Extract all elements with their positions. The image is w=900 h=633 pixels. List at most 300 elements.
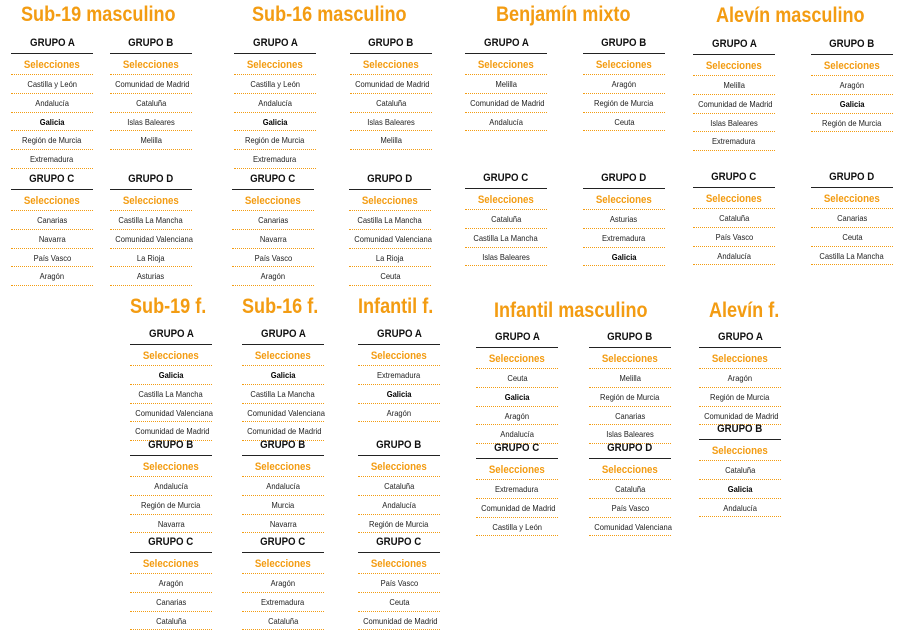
group-table-sub-19-masculino-grupo-c <box>11 172 93 286</box>
group-header <box>350 36 432 54</box>
selecciones-subheader <box>465 57 547 75</box>
group-table-infantil-f-grupo-c <box>358 535 440 630</box>
team-row <box>232 268 314 286</box>
team-row <box>589 389 671 407</box>
team-row <box>349 231 431 249</box>
team-name: Navarra <box>269 518 297 529</box>
team-row <box>476 389 558 407</box>
competition-title-benjamin-mixto: Benjamín mixto <box>496 3 631 26</box>
selecciones-subheader <box>349 193 431 211</box>
team-row <box>811 96 893 114</box>
team-row <box>350 114 432 132</box>
group-name: GRUPO C <box>376 536 422 548</box>
team-name: Región de Murcia <box>245 135 305 146</box>
group-name: GRUPO A <box>252 37 298 49</box>
group-name: GRUPO D <box>607 442 653 454</box>
team-name: País Vasco <box>611 502 649 513</box>
selecciones-subheader <box>242 348 324 366</box>
competition-title-sub-16-f: Sub-16 f. <box>242 295 319 318</box>
team-name: Navarra <box>38 233 66 244</box>
team-name: Melilla <box>619 373 641 383</box>
selecciones-label: Selecciones <box>255 461 311 473</box>
team-name: Extremadura <box>602 232 646 243</box>
team-row <box>811 210 893 228</box>
team-name: Comunidad de Madrid <box>363 615 438 626</box>
group-header <box>465 171 547 189</box>
team-name: Comunidad de Madrid <box>355 79 430 89</box>
selecciones-label: Selecciones <box>596 194 652 206</box>
team-row <box>583 249 665 267</box>
team-row <box>693 96 775 114</box>
team-name: Canarias <box>36 215 68 225</box>
team-name: Extremadura <box>712 136 756 147</box>
selecciones-subheader <box>130 556 212 574</box>
group-table-sub-19-f-grupo-a <box>130 327 212 441</box>
team-row <box>242 386 324 404</box>
group-header <box>583 36 665 54</box>
team-name: Castilla y León <box>250 79 300 89</box>
team-row <box>358 594 440 612</box>
team-row <box>11 76 93 94</box>
selecciones-label: Selecciones <box>602 353 658 365</box>
team-row <box>693 115 775 133</box>
team-name: Islas Baleares <box>127 116 175 127</box>
selecciones-subheader <box>350 57 432 75</box>
team-name: Canarias <box>257 215 289 225</box>
selecciones-subheader <box>476 351 558 369</box>
group-name: GRUPO A <box>494 331 540 343</box>
team-name: Extremadura <box>261 596 305 607</box>
team-name: Comunidad Valenciana <box>115 233 193 244</box>
group-name: GRUPO B <box>376 439 422 451</box>
team-row <box>110 76 192 94</box>
team-row <box>349 212 431 230</box>
competition-title-sub-19-f: Sub-19 f. <box>130 295 207 318</box>
team-name: Cataluña <box>724 465 756 475</box>
team-row <box>130 516 212 534</box>
team-row <box>130 497 212 515</box>
group-table-sub-16-f-grupo-c <box>242 535 324 630</box>
team-name: Cataluña <box>614 484 646 494</box>
team-name: Melilla <box>140 135 162 146</box>
team-row <box>130 478 212 496</box>
team-name: Castilla La Mancha <box>473 232 539 243</box>
team-name: Castilla La Mancha <box>250 388 316 399</box>
team-row <box>693 248 775 266</box>
team-name: Navarra <box>157 518 185 529</box>
selecciones-label: Selecciones <box>478 194 534 206</box>
team-row <box>811 229 893 247</box>
team-name: Andalucía <box>258 97 292 108</box>
team-row <box>589 500 671 518</box>
team-row <box>11 132 93 150</box>
team-name: Asturias <box>610 214 638 224</box>
team-row <box>232 231 314 249</box>
group-table-sub-16-masculino-grupo-a <box>234 36 316 169</box>
team-name: Cataluña <box>267 615 299 626</box>
team-name: Región de Murcia <box>594 97 654 108</box>
team-row <box>358 478 440 496</box>
team-name: Comunidad de Madrid <box>247 426 322 437</box>
team-name: Cataluña <box>718 213 750 223</box>
group-table-sub-16-f-grupo-b <box>242 438 324 533</box>
selecciones-subheader <box>589 351 671 369</box>
team-name: Galicia <box>504 391 530 402</box>
team-row <box>358 405 440 423</box>
team-row <box>110 114 192 132</box>
team-row <box>350 132 432 150</box>
team-name: Cataluña <box>383 481 415 491</box>
group-header <box>11 172 93 190</box>
group-name: GRUPO B <box>717 423 763 435</box>
group-header <box>130 535 212 553</box>
group-header <box>358 438 440 456</box>
competition-title-infantil-f: Infantil f. <box>358 295 434 318</box>
team-name: Aragón <box>727 373 753 383</box>
team-row <box>699 370 781 388</box>
selecciones-label: Selecciones <box>489 353 545 365</box>
team-name: Castilla La Mancha <box>118 215 184 225</box>
team-row <box>110 231 192 249</box>
group-header <box>358 535 440 553</box>
selecciones-label: Selecciones <box>123 195 179 207</box>
team-row <box>242 497 324 515</box>
team-name: Ceuta <box>841 231 863 242</box>
team-row <box>583 230 665 248</box>
selecciones-subheader <box>234 57 316 75</box>
group-header <box>110 36 192 54</box>
selecciones-label: Selecciones <box>143 558 199 570</box>
selecciones-label: Selecciones <box>478 59 534 71</box>
selecciones-label: Selecciones <box>371 461 427 473</box>
selecciones-label: Selecciones <box>489 464 545 476</box>
group-name: GRUPO B <box>829 38 875 50</box>
team-row <box>11 268 93 286</box>
team-name: Comunidad de Madrid <box>115 79 190 89</box>
team-name: Melilla <box>380 135 402 146</box>
group-name: GRUPO B <box>601 37 647 49</box>
selecciones-label: Selecciones <box>824 193 880 205</box>
team-row <box>242 575 324 593</box>
team-name: Comunidad de Madrid <box>470 97 545 108</box>
group-name: GRUPO B <box>128 37 174 49</box>
team-name: Islas Baleares <box>710 117 758 128</box>
team-name: Castilla La Mancha <box>819 250 885 261</box>
team-row <box>476 370 558 388</box>
group-table-alevin-masculino-grupo-c <box>693 170 775 265</box>
team-row <box>476 408 558 426</box>
group-header <box>110 172 192 190</box>
group-header <box>476 330 558 348</box>
team-name: Islas Baleares <box>482 251 530 262</box>
selecciones-label: Selecciones <box>143 461 199 473</box>
selecciones-label: Selecciones <box>245 195 301 207</box>
selecciones-label: Selecciones <box>371 350 427 362</box>
team-name: Comunidad de Madrid <box>135 426 210 437</box>
selecciones-subheader <box>130 459 212 477</box>
team-name: Extremadura <box>253 154 297 165</box>
group-header <box>242 535 324 553</box>
team-name: Galicia <box>727 483 753 494</box>
group-header <box>583 171 665 189</box>
team-name: Ceuta <box>613 116 635 127</box>
team-name: Castilla La Mancha <box>138 388 204 399</box>
team-name: Comunidad Valenciana <box>247 407 325 418</box>
team-row <box>234 132 316 150</box>
team-row <box>358 386 440 404</box>
group-header <box>589 330 671 348</box>
selecciones-label: Selecciones <box>362 195 418 207</box>
team-name: Asturias <box>137 271 165 282</box>
selecciones-subheader <box>811 58 893 76</box>
selecciones-subheader <box>699 351 781 369</box>
group-header <box>699 330 781 348</box>
team-name: Región de Murcia <box>369 518 429 529</box>
group-table-sub-16-masculino-grupo-c <box>232 172 314 286</box>
team-row <box>476 481 558 499</box>
group-table-sub-19-masculino-grupo-a <box>11 36 93 169</box>
group-name: GRUPO C <box>29 173 75 185</box>
group-table-sub-16-f-grupo-a <box>242 327 324 441</box>
team-row <box>130 575 212 593</box>
group-table-sub-19-masculino-grupo-d <box>110 172 192 286</box>
team-row <box>693 210 775 228</box>
selecciones-label: Selecciones <box>706 193 762 205</box>
team-name: Navarra <box>259 233 287 244</box>
team-name: Extremadura <box>377 370 421 380</box>
group-header <box>699 422 781 440</box>
team-name: Aragón <box>386 407 412 418</box>
group-header <box>130 327 212 345</box>
team-row <box>110 95 192 113</box>
team-row <box>699 389 781 407</box>
team-name: Comunidad Valenciana <box>135 407 213 418</box>
team-name: Andalucía <box>35 97 69 108</box>
team-name: Andalucía <box>500 429 534 440</box>
team-name: Cataluña <box>375 97 407 108</box>
team-name: Canarias <box>155 596 187 607</box>
group-header <box>349 172 431 190</box>
team-name: Galicia <box>839 98 865 109</box>
team-row <box>811 248 893 266</box>
group-table-benjamin-mixto-grupo-a <box>465 36 547 131</box>
team-row <box>234 151 316 169</box>
group-header <box>589 441 671 459</box>
selecciones-subheader <box>583 192 665 210</box>
team-name: La Rioja <box>376 252 404 263</box>
team-row <box>693 133 775 151</box>
group-name: GRUPO B <box>607 331 653 343</box>
group-header <box>11 36 93 54</box>
group-table-infantil-f-grupo-a <box>358 327 440 422</box>
selecciones-subheader <box>11 193 93 211</box>
team-row <box>583 95 665 113</box>
team-row <box>589 481 671 499</box>
selecciones-subheader <box>693 58 775 76</box>
team-row <box>465 76 547 94</box>
team-name: Andalucía <box>723 502 757 513</box>
team-name: Andalucía <box>717 250 751 261</box>
team-name: Región de Murcia <box>600 391 660 402</box>
team-name: Canarias <box>614 410 646 421</box>
selecciones-subheader <box>699 443 781 461</box>
selecciones-subheader <box>130 348 212 366</box>
selecciones-label: Selecciones <box>824 60 880 72</box>
group-name: GRUPO C <box>250 173 296 185</box>
group-name: GRUPO A <box>29 37 75 49</box>
group-header <box>234 36 316 54</box>
group-table-alevin-masculino-grupo-b <box>811 37 893 132</box>
team-name: Andalucía <box>266 481 300 491</box>
team-row <box>811 115 893 133</box>
team-row <box>465 211 547 229</box>
selecciones-subheader <box>693 191 775 209</box>
team-name: Aragón <box>270 578 296 588</box>
team-row <box>130 367 212 385</box>
team-name: País Vasco <box>33 252 71 263</box>
selecciones-subheader <box>110 57 192 75</box>
selecciones-label: Selecciones <box>255 558 311 570</box>
team-row <box>234 95 316 113</box>
team-row <box>589 370 671 388</box>
group-table-alevin-f-grupo-a <box>699 330 781 425</box>
team-name: Canarias <box>836 213 868 223</box>
team-row <box>130 594 212 612</box>
team-name: Extremadura <box>30 154 74 165</box>
team-name: Galicia <box>39 116 65 127</box>
team-row <box>349 250 431 268</box>
team-name: Comunidad Valenciana <box>354 233 432 244</box>
team-name: Andalucía <box>382 499 416 510</box>
team-name: País Vasco <box>715 231 753 242</box>
team-row <box>465 95 547 113</box>
selecciones-subheader <box>358 348 440 366</box>
team-name: Región de Murcia <box>141 499 201 510</box>
group-table-infantil-masculino-grupo-d <box>589 441 671 536</box>
team-name: Galicia <box>611 251 637 262</box>
team-row <box>242 478 324 496</box>
group-name: GRUPO C <box>260 536 306 548</box>
team-row <box>11 250 93 268</box>
selecciones-subheader <box>242 556 324 574</box>
team-name: Ceuta <box>388 596 410 607</box>
group-header <box>242 327 324 345</box>
team-row <box>358 575 440 593</box>
selecciones-label: Selecciones <box>123 59 179 71</box>
team-name: Andalucía <box>489 116 523 127</box>
team-row <box>11 212 93 230</box>
team-name: Región de Murcia <box>22 135 82 146</box>
group-table-sub-19-f-grupo-c <box>130 535 212 630</box>
selecciones-label: Selecciones <box>24 195 80 207</box>
team-row <box>465 230 547 248</box>
group-table-sub-16-masculino-grupo-b <box>350 36 432 150</box>
team-row <box>358 367 440 385</box>
group-name: GRUPO A <box>260 328 306 340</box>
team-name: Cataluña <box>490 214 522 224</box>
team-name: Andalucía <box>154 481 188 491</box>
group-name: GRUPO C <box>148 536 194 548</box>
group-name: GRUPO C <box>494 442 540 454</box>
group-header <box>242 438 324 456</box>
group-name: GRUPO C <box>483 172 529 184</box>
team-row <box>130 386 212 404</box>
group-name: GRUPO D <box>367 173 413 185</box>
group-name: GRUPO A <box>376 328 422 340</box>
group-table-sub-16-masculino-grupo-d <box>349 172 431 286</box>
team-row <box>234 114 316 132</box>
team-row <box>234 76 316 94</box>
team-row <box>358 613 440 631</box>
group-name: GRUPO B <box>148 439 194 451</box>
team-row <box>110 132 192 150</box>
selecciones-label: Selecciones <box>712 445 768 457</box>
team-name: Islas Baleares <box>606 429 654 440</box>
team-row <box>130 405 212 423</box>
group-header <box>358 327 440 345</box>
team-row <box>350 76 432 94</box>
group-name: GRUPO D <box>128 173 174 185</box>
selecciones-subheader <box>589 462 671 480</box>
team-row <box>242 516 324 534</box>
competition-title-alevin-f: Alevín f. <box>709 299 780 322</box>
team-row <box>11 95 93 113</box>
selecciones-subheader <box>242 459 324 477</box>
selecciones-label: Selecciones <box>371 558 427 570</box>
team-name: Murcia <box>271 499 295 510</box>
team-name: Castilla La Mancha <box>357 215 423 225</box>
group-header <box>465 36 547 54</box>
team-row <box>358 516 440 534</box>
group-table-sub-19-f-grupo-b <box>130 438 212 533</box>
team-row <box>693 229 775 247</box>
team-row <box>110 212 192 230</box>
team-row <box>476 519 558 537</box>
team-name: Castilla y León <box>27 79 77 89</box>
selecciones-label: Selecciones <box>596 59 652 71</box>
selecciones-subheader <box>476 462 558 480</box>
competition-title-sub-16-masculino: Sub-16 masculino <box>252 3 407 26</box>
group-table-benjamin-mixto-grupo-b <box>583 36 665 131</box>
team-row <box>11 151 93 169</box>
team-name: Galicia <box>262 116 288 127</box>
selecciones-label: Selecciones <box>24 59 80 71</box>
group-table-infantil-masculino-grupo-a <box>476 330 558 444</box>
group-header <box>232 172 314 190</box>
team-row <box>242 367 324 385</box>
competition-title-alevin-masculino: Alevín masculino <box>716 4 865 27</box>
team-name: Castilla y León <box>492 521 542 532</box>
team-name: Melilla <box>723 80 745 90</box>
selecciones-label: Selecciones <box>247 59 303 71</box>
team-name: Islas Baleares <box>367 116 415 127</box>
team-row <box>583 76 665 94</box>
selecciones-subheader <box>232 193 314 211</box>
team-name: Cataluña <box>135 97 167 108</box>
group-name: GRUPO A <box>148 328 194 340</box>
team-row <box>232 250 314 268</box>
team-name: Aragón <box>158 578 184 588</box>
team-name: La Rioja <box>137 252 165 263</box>
team-row <box>465 114 547 132</box>
competition-title-infantil-masculino: Infantil masculino <box>494 299 648 322</box>
team-row <box>242 405 324 423</box>
group-name: GRUPO D <box>601 172 647 184</box>
team-row <box>11 231 93 249</box>
group-table-infantil-masculino-grupo-c <box>476 441 558 536</box>
selecciones-label: Selecciones <box>255 350 311 362</box>
team-name: Galicia <box>158 370 184 380</box>
